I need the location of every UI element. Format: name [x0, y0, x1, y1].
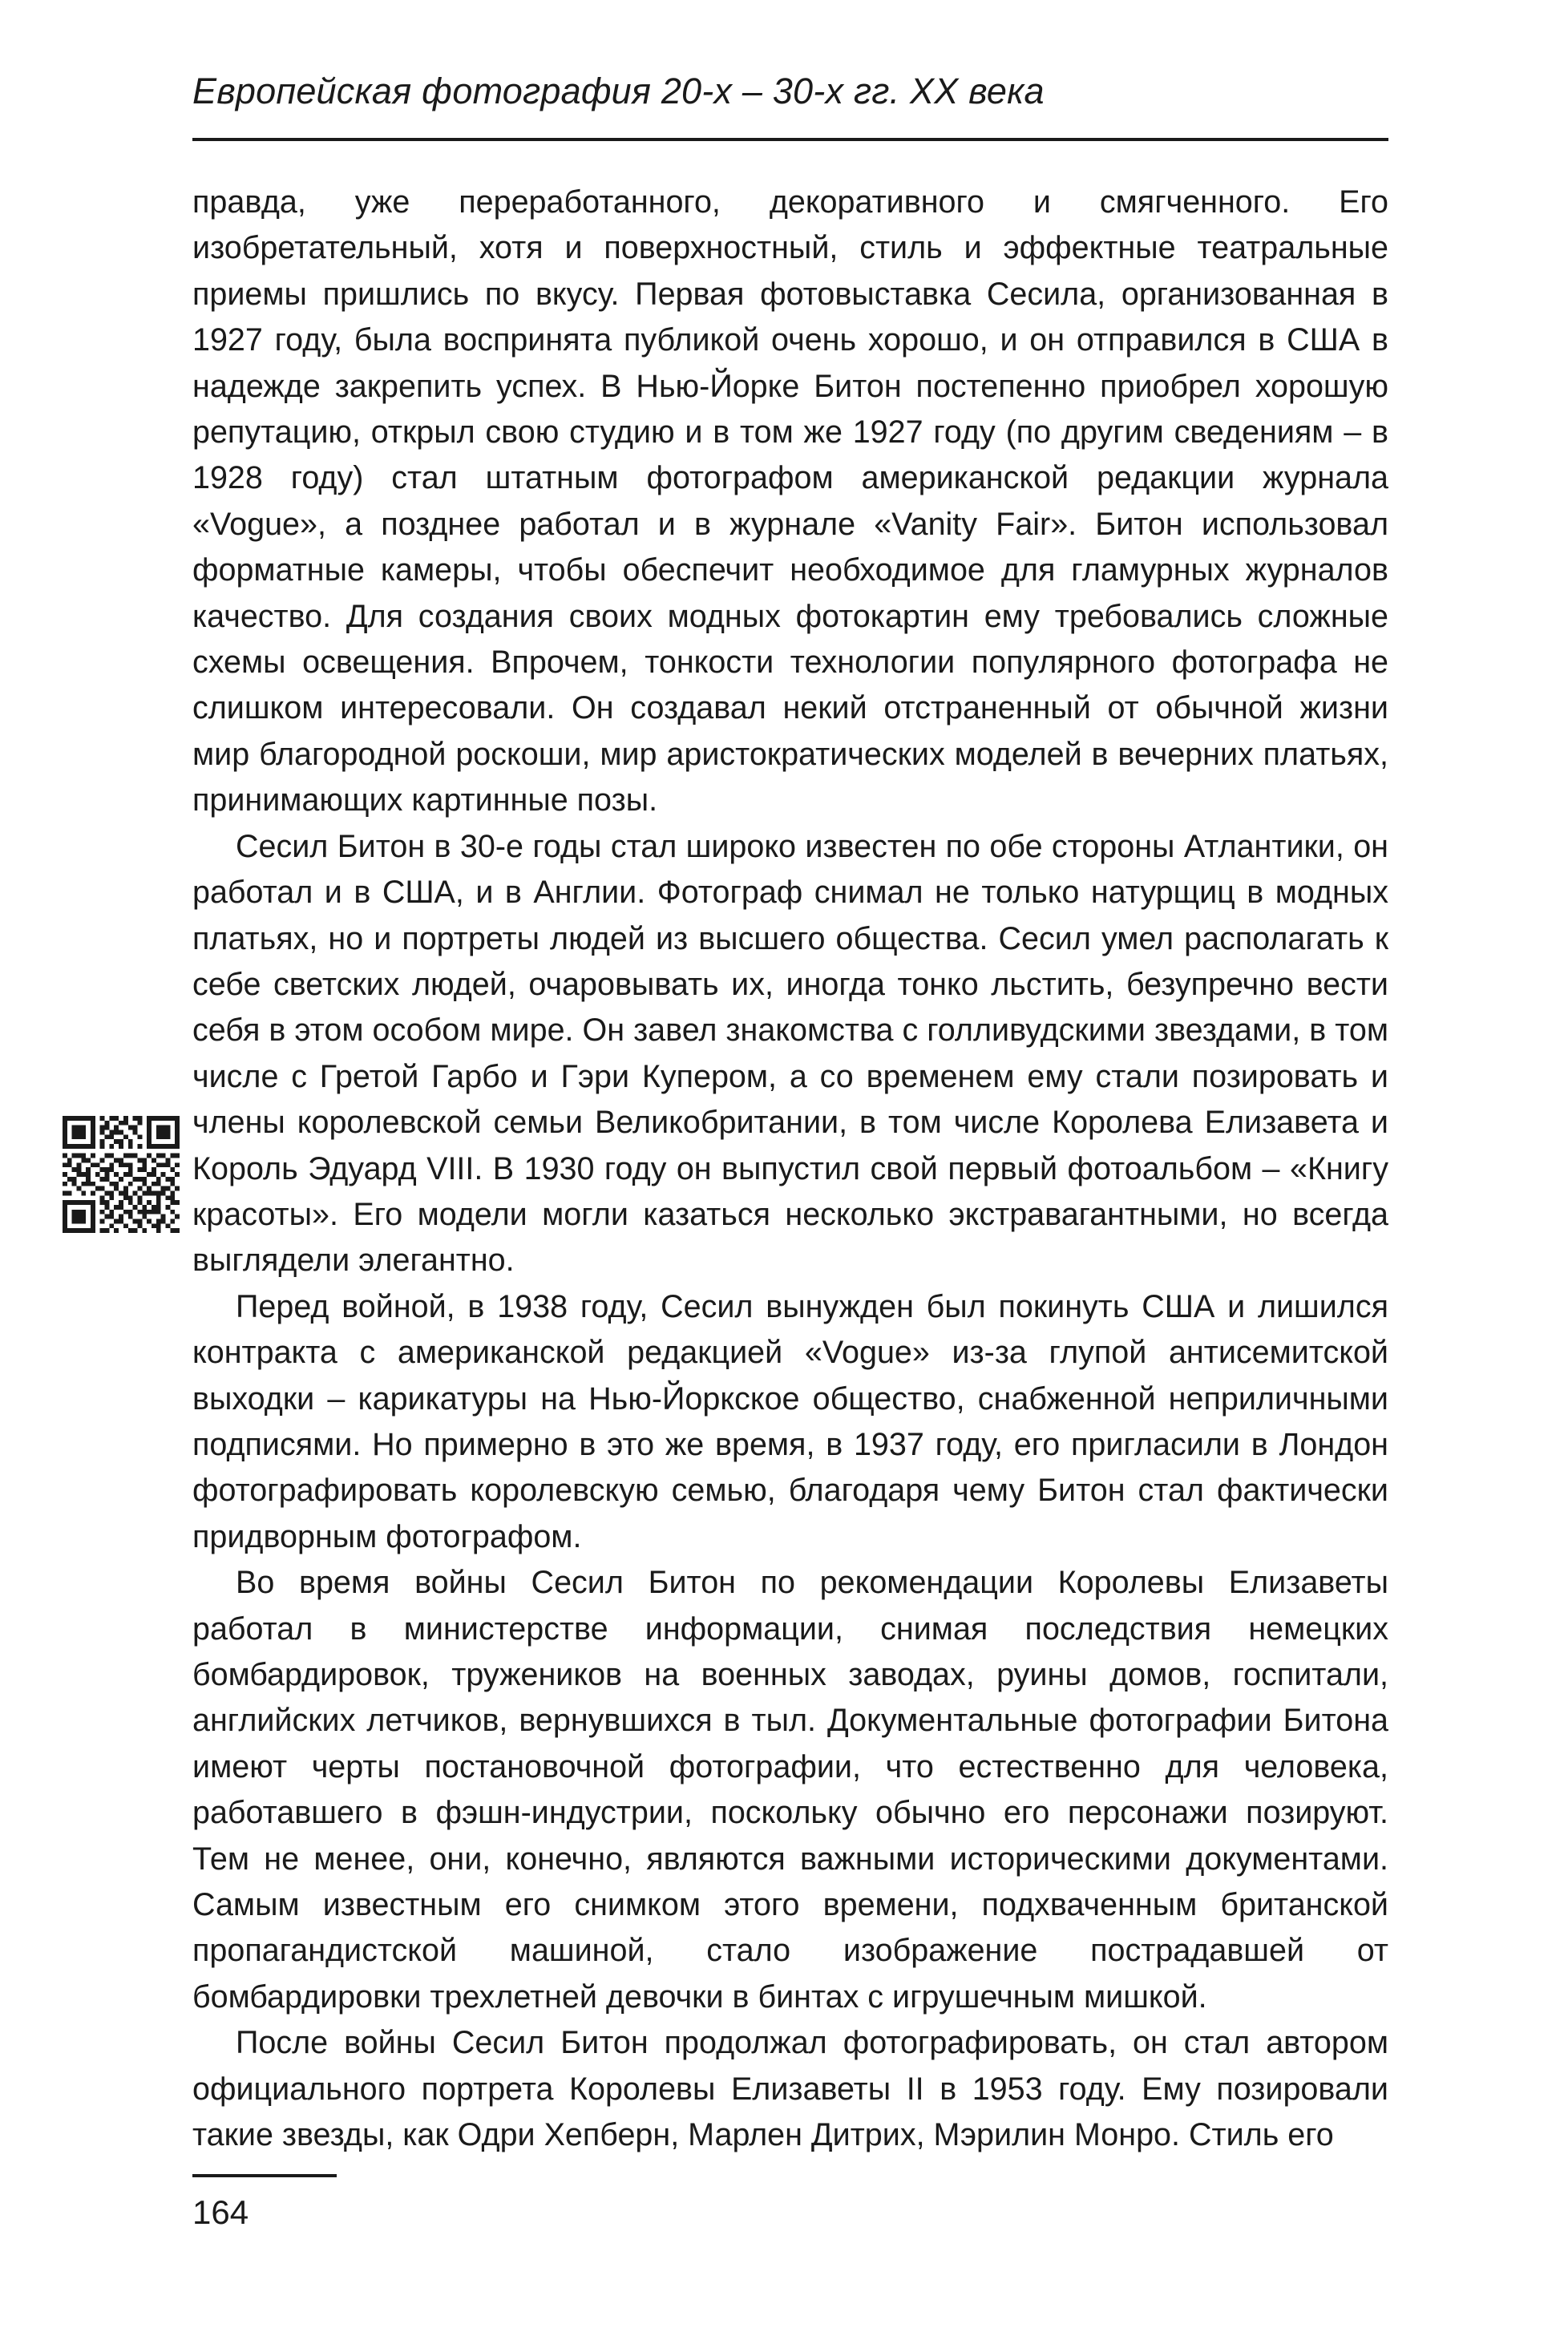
footer-divider — [192, 2174, 337, 2177]
paragraph: Во время войны Сесил Битон по рекомендации Королевы Елизаветы работал в министерстве информации, снимая последствия немецких бомбардировок, тружеников на военных заводах, руины домов, госпитали, английских летчиков, вернувшихся в тыл. Документальные фотографии Битона имеют черты постановочной фотографии, что естественно для человека, работавшего в фэшн-индустрии, поскольку обычно его персонажи позируют. Тем не менее, они, конечно, являются важными историческими документами. Самым известным его снимком этого времени, подхваченным британской пропагандистской машиной, стало изображение пострадавшей от бомбардировки трехлетней девочки в бинтах с игрушечным мишкой. — [192, 1565, 1388, 2015]
running-head: Европейская фотография 20-х – 30-х гг. XX века — [192, 71, 1045, 111]
paragraph: правда, уже переработанного, декоративного и смягченного. Его изобретательный, хотя и поверхностный, стиль и эффектные театральные приемы пришлись по вкусу. Первая фотовыставка Сесила, организованная в 1927 году, была воспринята публикой очень хорошо, и он отправился в США в надежде закрепить успех. В Нью-Йорке Битон постепенно приобрел хорошую репутацию, открыл свою студию и в том же 1927 году (по другим сведениям – в 1928 году) стал штатным фотографом американской редакции журнала «Vogue», а позднее работал и в журнале «Vanity Fair». Битон использовал форматные камеры, чтобы обеспечит необходимое для гламурных журналов качество. Для создания своих модных фотокартин ему требовались сложные схемы освещения. Впрочем, тонкости технологии популярного фотографа не слишком интересовали. Он создавал некий отстраненный от обычной жизни мир благородной роскоши, мир аристократических моделей в вечерних платьях, принимающих картинные позы. — [192, 184, 1388, 818]
paragraph: Перед войной, в 1938 году, Сесил вынужден был покинуть США и лишился контракта с американской редакцией «Vogue» из-за глупой антисемитской выходки – карикатуры на Нью-Йоркское общество, снабженной неприличными подписями. Но примерно в это же время, в 1937 году, его пригласили в Лондон фотографировать королевскую семью, благодаря чему Битон стал фактически придворным фотографом. — [192, 1288, 1388, 1554]
page-number: 164 — [192, 2193, 249, 2231]
body-text — [192, 180, 1388, 2158]
qr-code[interactable] — [63, 1116, 180, 1233]
paragraph: После войны Сесил Битон продолжал фотографировать, он стал автором официального портрета Королевы Елизаветы II в 1953 году. Ему позировали такие звезды, как Одри Хепберн, Марлен Дитрих, Мэрилин Монро. Стиль его — [192, 2025, 1388, 2153]
paragraph: Сесил Битон в 30-е годы стал широко известен по обе стороны Атлантики, он работал и в США, и в Англии. Фотограф снимал не только натурщиц в модных платьях, но и портреты людей из высшего общества. Сесил умел располагать к себе светских людей, очаровывать их, иногда тонко льстить, безупречно вести себя в этом особом мире. Он завел знакомства с голливудскими звездами, в том числе с Гретой Гарбо и Гэри Купером, а со временем ему стали позировать и члены королевской семьи Великобритании, в том числе Королева Елизавета и Король Эдуард VIII. В 1930 году он выпустил свой первый фотоальбом – «Книгу красоты». Его модели могли казаться несколько экстравагантными, но всегда выглядели элегантно. — [192, 828, 1388, 1279]
header-divider — [192, 138, 1388, 141]
